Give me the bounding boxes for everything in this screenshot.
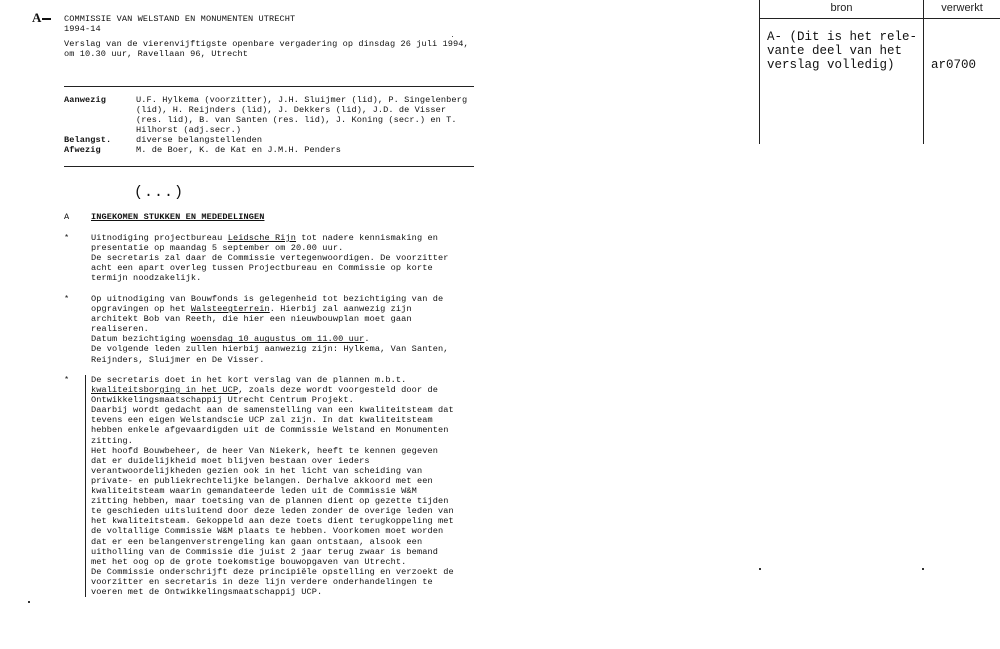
bullet: * [64, 233, 70, 243]
text-line: dat er duidelijkheid moet blijven bestaan over ieders [91, 455, 370, 466]
item-text [85, 375, 454, 597]
text-line: Reijnders, Sluijmer en De Visser. [91, 354, 265, 365]
underlined-text: Walsteegterrein [190, 304, 270, 315]
text-line: dat er een belangenverstrengeling kan gaan ontstaan, alsook een [91, 536, 423, 547]
document-header [64, 14, 484, 59]
meeting-number: 1994-14 [64, 24, 101, 35]
text-line: presentatie op maandag 5 september om 20.00 uur. [91, 243, 344, 254]
text-line: private- en publiekrechtelijke belangen. Derhalve akkoord met een [91, 475, 433, 486]
text-line: realiseren. [91, 324, 149, 335]
bullet: * [64, 294, 70, 304]
margin-mark-dash [42, 18, 51, 20]
text-line: architekt Bob van Reeth, die hier een nieuwbouwplan moet gaan [91, 314, 412, 325]
item-text [91, 294, 448, 365]
source-note [767, 30, 923, 72]
underlined-text: Leidsche Rijn [227, 233, 297, 243]
item-text [91, 233, 448, 283]
text-line: Daarbij wordt gedacht aan de samenstelling van een kwaliteitsteam dat [91, 405, 454, 416]
scan-speck [452, 36, 453, 37]
column-header-processed: verwerkt [941, 2, 983, 14]
margin-mark-letter: A [32, 10, 42, 25]
text-line: uitholling van de Commissie die juist 2 jaar terug zwaar is bemand [91, 546, 438, 557]
present-label: Aanwezig [64, 95, 107, 105]
underlined-text: woensdag 10 augustus om 11.00 uur [190, 334, 365, 345]
attendance-rule [64, 166, 474, 167]
text-line: voorzitter en secretaris in deze lijn verdere onderhandelingen te [91, 576, 433, 587]
table-left-border [759, 0, 760, 144]
agenda-item [64, 375, 494, 597]
present-list [136, 95, 467, 135]
attendance-block [64, 95, 484, 156]
underlined-text: kwaliteitsborging in het UCP [91, 385, 239, 396]
present-line: (res. lid), B. van Santen (res. lid), J. Koning (secr.) en T. [136, 115, 457, 126]
section-title: INGEKOMEN STUKKEN EN MEDEDELINGEN [91, 212, 265, 222]
text: . Hierbij zal aanwezig zijn [269, 304, 412, 315]
text-line: tevens een eigen Welstandscie UCP zal zijn. In dat kwaliteitsteam [91, 415, 433, 426]
text-line: De secretaris zal daar de Commissie vertegenwoordigen. De voorzitter [91, 253, 449, 264]
text-line: Ontwikkelingsmaatschappij Utrecht Centrum Projekt. [91, 395, 354, 406]
text: Uitnodiging projectbureau [91, 233, 228, 243]
text-line: te geschieden uitsluitend door deze leden zonder de overige leden van [91, 506, 454, 517]
text-line: verantwoordelijkheden gezien ook in het licht van scheiding van [91, 465, 423, 476]
header-rule [64, 86, 474, 87]
agenda-item [64, 294, 484, 365]
absent-value: M. de Boer, K. de Kat en J.M.H. Penders [136, 145, 342, 156]
table-header-rule [759, 18, 1000, 19]
text-line: het kwaliteitsteam. Gekoppeld aan deze toets dient terugkoppeling met [91, 516, 454, 527]
text: , zoals deze wordt voorgesteld door de [238, 385, 438, 396]
column-header-source: bron [830, 2, 853, 14]
agenda-item [64, 233, 484, 283]
present-line: (lid), H. Reijnders (lid), J. Dekkers (lid), J.D. de Visser [136, 105, 447, 116]
present-line: Hilhorst (adj.secr.) [136, 125, 242, 136]
section-heading [64, 212, 484, 222]
meeting-subject-line2: om 10.30 uur, Ravellaan 96, Utrecht [64, 49, 248, 60]
text-line: voeren met de Ontwikkelingsmaatschappij UCP. [91, 586, 323, 597]
present-line: U.F. Hylkema (voorzitter), J.H. Sluijmer (lid), P. Singelenberg [136, 95, 468, 105]
table-column-divider [923, 0, 924, 144]
text-line: kwaliteitsteam waarin gemandateerde leden uit de Commissie W&M [91, 486, 417, 497]
section-letter: A [64, 212, 70, 222]
text-line: De secretaris doet in het kort verslag van de plannen m.b.t. [91, 375, 407, 385]
text: Datum bezichtiging [91, 334, 191, 345]
text-line: de voltallige Commissie W&M plaats te hebben. Voorkomen moet worden [91, 526, 444, 537]
meeting-subject-line1: Verslag van de vierenvijftigste openbare vergadering op dinsdag 26 juli 1994, [64, 39, 469, 50]
absent-label: Afwezig [64, 145, 101, 156]
text-line: Op uitnodiging van Bouwfonds is gelegenheid tot bezichtiging van de [91, 294, 444, 304]
text-line: zitting. [91, 435, 134, 446]
note-line: A- (Dit is het rele- [767, 30, 918, 44]
text: tot nadere kennismaking en [296, 233, 438, 243]
margin-mark-a [32, 10, 51, 26]
interested-value: diverse belangstellenden [136, 135, 263, 146]
omission-marker: (...) [134, 184, 185, 201]
text-line: termijn noodzakelijk. [91, 273, 202, 284]
text: opgravingen op het [91, 304, 191, 315]
note-line: verslag volledig) [767, 58, 895, 72]
organization-name: COMMISSIE VAN WELSTAND EN MONUMENTEN UTRECHT [64, 14, 296, 24]
scan-speck [922, 568, 924, 570]
text-line: Het hoofd Bouwbeheer, de heer Van Niekerk, heeft te kennen gegeven [91, 445, 438, 456]
bullet: * [64, 375, 70, 385]
text-line: met het oog op de grote toekomstige bouwopgaven van Utrecht. [91, 556, 407, 567]
text: . [364, 334, 370, 345]
scan-speck [759, 568, 761, 570]
text-line: zitting hebben, maar toetsing van de plannen dient op gezette tijden [91, 496, 449, 507]
text-line: De Commissie onderschrijft deze principiële opstelling en verzoekt de [91, 566, 454, 577]
scan-speck [28, 601, 30, 603]
archive-code: ar0700 [931, 58, 977, 72]
text-line: De volgende leden zullen hierbij aanwezig zijn: Hylkema, Van Santen, [91, 344, 449, 355]
text-line: acht een apart overleg tussen Projectbureau en Commissie op korte [91, 263, 433, 274]
interested-label: Belangst. [64, 135, 112, 146]
text-line: hebben enkele afgevaardigden uit de Commissie Welstand en Monumenten [91, 425, 449, 436]
note-line: vante deel van het [767, 44, 903, 58]
